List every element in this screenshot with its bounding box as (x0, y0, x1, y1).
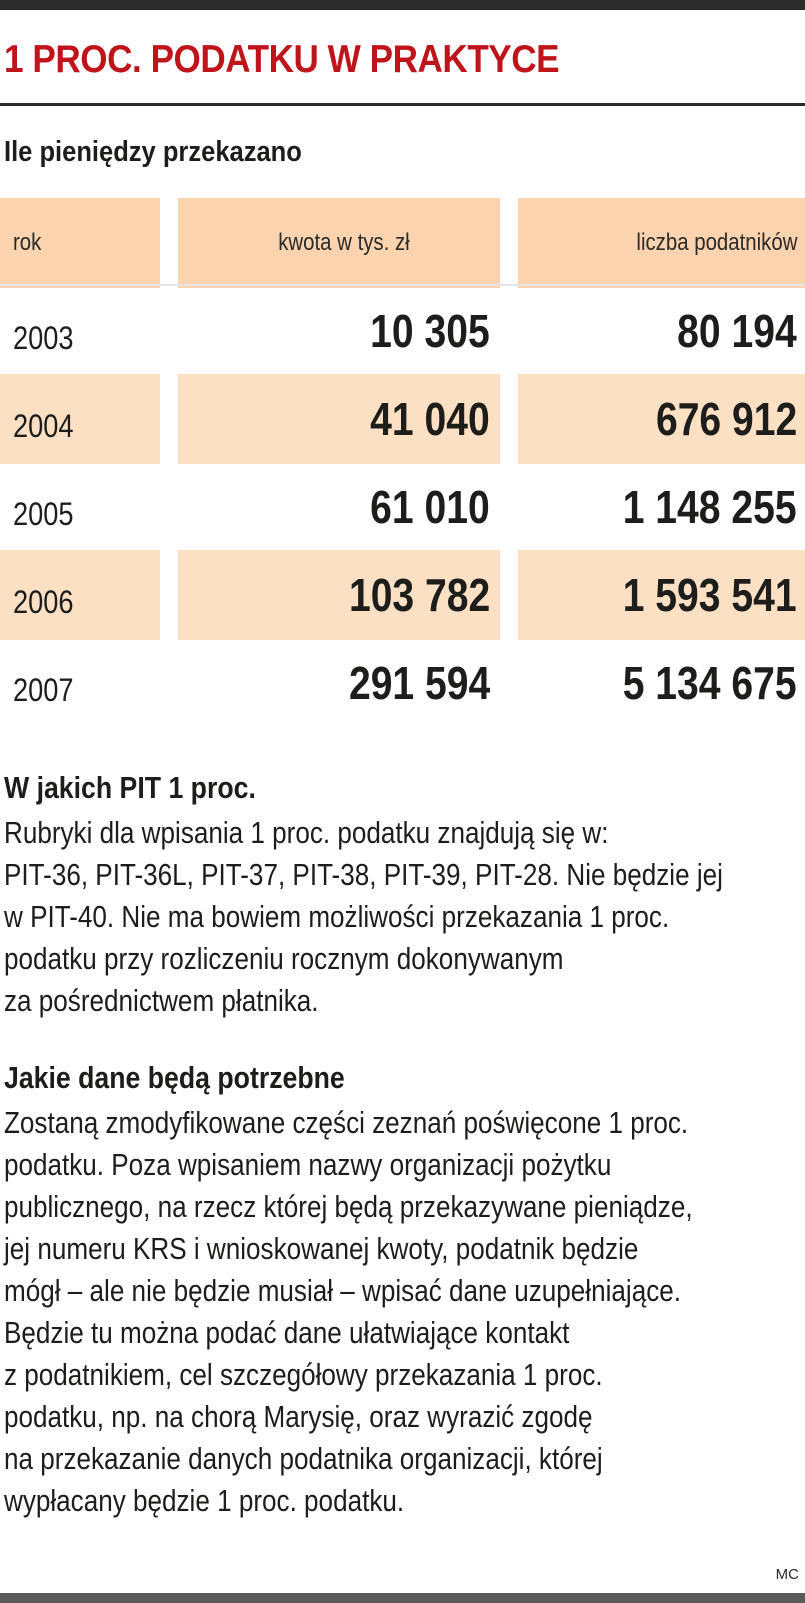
top-rule (0, 0, 805, 10)
text-line: w PIT-40. Nie ma bowiem możliwości przekazania 1 proc. (4, 900, 670, 934)
text-line: podatku przy rozliczeniu rocznym dokonywanym (4, 942, 564, 976)
taxpayers-value: 5 134 675 (623, 657, 797, 709)
cell-kwota (178, 638, 500, 728)
header-cell-kwota (178, 198, 500, 288)
table-row (0, 462, 805, 552)
column-header: rok (13, 229, 42, 256)
page-title: 1 PROC. PODATKU W PRAKTYCE (4, 38, 560, 81)
text-line: wypłacany będzie 1 proc. podatku. (4, 1484, 405, 1518)
table-header-row (0, 198, 805, 288)
cell-rok (0, 286, 160, 376)
text-line: podatku. Poza wpisaniem nazwy organizacji pożytku (4, 1148, 612, 1182)
data-table (0, 198, 805, 738)
table-row (0, 638, 805, 728)
author-credit: MC (775, 1566, 799, 1583)
cell-liczba (518, 286, 805, 376)
year-value: 2004 (13, 407, 74, 444)
cell-rok (0, 638, 160, 728)
table-row (0, 550, 805, 640)
taxpayers-value: 1 593 541 (623, 569, 797, 621)
title-divider (0, 103, 805, 106)
amount-value: 103 782 (348, 569, 490, 621)
table-row (0, 374, 805, 464)
text-line: mógł – ale nie będzie musiał – wpisać dane uzupełniające. (4, 1274, 681, 1308)
table-row (0, 286, 805, 376)
section-text-pit (4, 812, 723, 1022)
year-value: 2007 (13, 671, 74, 708)
text-line: Rubryki dla wpisania 1 proc. podatku znajdują się w: (4, 816, 609, 850)
cell-liczba (518, 638, 805, 728)
taxpayers-value: 80 194 (677, 305, 797, 357)
header-cell-rok (0, 198, 160, 288)
year-value: 2003 (13, 319, 74, 356)
cell-liczba (518, 462, 805, 552)
cell-kwota (178, 374, 500, 464)
section-text-dane (4, 1102, 693, 1522)
text-line: z podatnikiem, cel szczegółowy przekazania 1 proc. (4, 1358, 603, 1392)
cell-kwota (178, 286, 500, 376)
header-cell-liczba (518, 198, 805, 288)
cell-liczba (518, 374, 805, 464)
year-value: 2005 (13, 495, 74, 532)
taxpayers-value: 1 148 255 (623, 481, 797, 533)
text-line: podatku, np. na chorą Marysię, oraz wyrazić zgodę (4, 1400, 593, 1434)
text-line: Zostaną zmodyfikowane części zeznań poświęcone 1 proc. (4, 1106, 689, 1140)
taxpayers-value: 676 912 (655, 393, 797, 445)
section-heading-dane: Jakie dane będą potrzebne (4, 1060, 345, 1095)
section-heading-pit: W jakich PIT 1 proc. (4, 770, 256, 805)
text-line: za pośrednictwem płatnika. (4, 984, 319, 1018)
amount-value: 41 040 (370, 393, 490, 445)
text-line: jej numeru KRS i wnioskowanej kwoty, podatnik będzie (4, 1232, 639, 1266)
cell-liczba (518, 550, 805, 640)
text-line: publicznego, na rzecz której będą przekazywane pieniądze, (4, 1190, 693, 1224)
text-line: PIT-36, PIT-36L, PIT-37, PIT-38, PIT-39, PIT-28. Nie będzie jej (4, 858, 723, 892)
amount-value: 10 305 (370, 305, 490, 357)
cell-kwota (178, 550, 500, 640)
text-line: Będzie tu można podać dane ułatwiające kontakt (4, 1316, 570, 1350)
cell-kwota (178, 462, 500, 552)
table-heading: Ile pieniędzy przekazano (4, 136, 302, 168)
text-line: na przekazanie danych podatnika organizacji, której (4, 1442, 603, 1476)
cell-rok (0, 550, 160, 640)
bottom-rule (0, 1593, 805, 1603)
cell-rok (0, 462, 160, 552)
year-value: 2006 (13, 583, 74, 620)
column-header: kwota w tys. zł (278, 229, 410, 256)
column-header: liczba podatników (635, 229, 797, 256)
cell-rok (0, 374, 160, 464)
amount-value: 61 010 (370, 481, 490, 533)
amount-value: 291 594 (348, 657, 490, 709)
